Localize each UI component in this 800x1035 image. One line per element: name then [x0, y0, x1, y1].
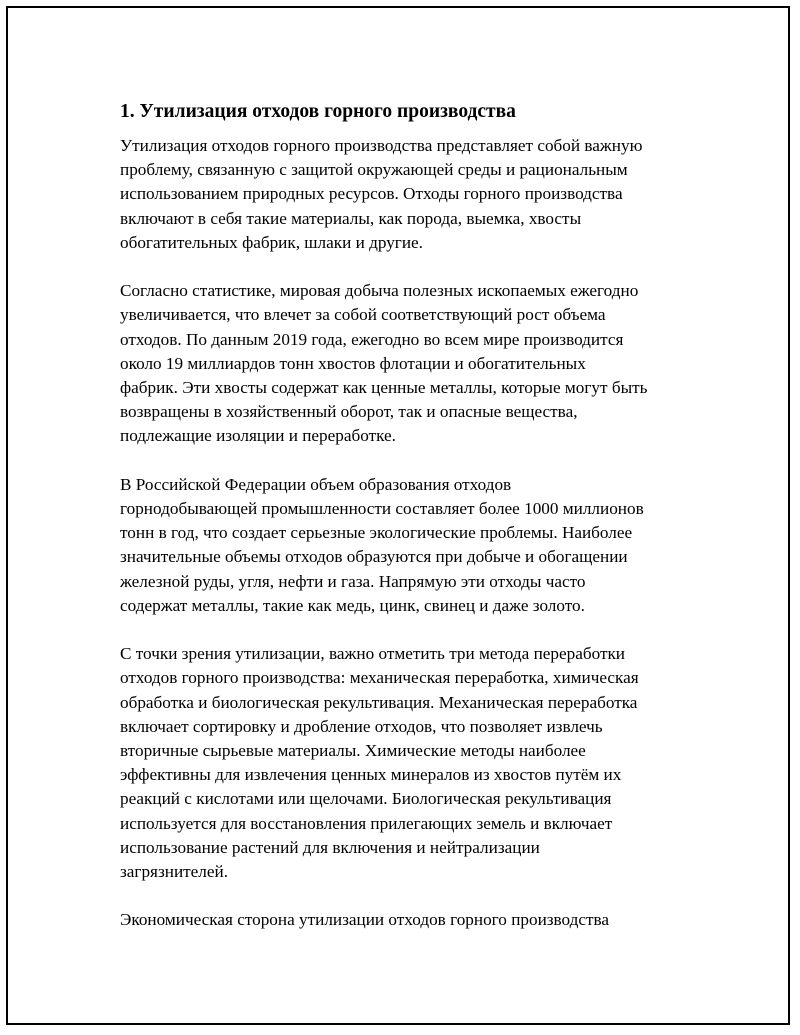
paragraph-container	[120, 134, 700, 933]
document-body	[120, 100, 700, 957]
paragraph-line: С точки зрения утилизации, важно отметить три метода переработки	[120, 644, 626, 664]
paragraph-line: фабрик. Эти хвосты содержат как ценные металлы, которые могут быть	[120, 378, 648, 398]
paragraph	[120, 279, 700, 448]
paragraph	[120, 473, 700, 618]
paragraph-line: отходов. По данным 2019 года, ежегодно во всем мире производится	[120, 329, 624, 349]
paragraph-line: содержат металлы, такие как медь, цинк, свинец и даже золото.	[120, 595, 585, 615]
paragraph-line: подлежащие изоляции и переработке.	[120, 426, 396, 446]
paragraph-line: использованием природных ресурсов. Отходы горного производства	[120, 184, 623, 204]
paragraph-line: эффективны для извлечения ценных минералов из хвостов путём их	[120, 765, 622, 785]
paragraph-line: увеличивается, что влечет за собой соответствующий рост объема	[120, 305, 606, 325]
paragraph-line: использование растений для включения и нейтрализации	[120, 837, 540, 857]
paragraph	[120, 134, 700, 255]
paragraph-line: используется для восстановления прилегающих земель и включает	[120, 813, 613, 833]
paragraph-line: включают в себя такие материалы, как порода, выемка, хвосты	[120, 208, 582, 228]
paragraph-line: горнодобывающей промышленности составляет более 1000 миллионов	[120, 499, 644, 519]
paragraph-line: реакций с кислотами или щелочами. Биологическая рекультивация	[120, 789, 612, 809]
paragraph-line: Экономическая сторона утилизации отходов горного производства	[120, 910, 610, 930]
paragraph-line: обработка и биологическая рекультивация. Механическая переработка	[120, 692, 638, 712]
paragraph-line: проблему, связанную с защитой окружающей среды и рациональным	[120, 160, 628, 180]
paragraph	[120, 642, 700, 884]
paragraph-line: включает сортировку и дробление отходов, что позволяет извлечь	[120, 716, 603, 736]
paragraph-line: Согласно статистике, мировая добыча полезных ископаемых ежегодно	[120, 281, 639, 301]
page-frame	[6, 6, 790, 1025]
paragraph-line: вторичные сырьевые материалы. Химические методы наиболее	[120, 741, 586, 761]
paragraph-line: загрязнителей.	[120, 862, 228, 882]
paragraph-line: железной руды, угля, нефти и газа. Напрямую эти отходы часто	[120, 571, 586, 591]
paragraph-line: тонн в год, что создает серьезные экологические проблемы. Наиболее	[120, 523, 633, 543]
paragraph-line: отходов горного производства: механическая переработка, химическая	[120, 668, 639, 688]
paragraph-line: около 19 миллиардов тонн хвостов флотации и обогатительных	[120, 353, 586, 373]
paragraph-line: Утилизация отходов горного производства представляет собой важную	[120, 136, 643, 155]
paragraph	[120, 908, 700, 932]
paragraph-line: обогатительных фабрик, шлаки и другие.	[120, 232, 423, 252]
section-heading: 1. Утилизация отходов горного производства	[120, 101, 516, 122]
paragraph-line: значительные объемы отходов образуются при добыче и обогащении	[120, 547, 628, 567]
paragraph-line: В Российской Федерации объем образования отходов	[120, 474, 512, 494]
paragraph-line: возвращены в хозяйственный оборот, так и опасные вещества,	[120, 402, 578, 422]
